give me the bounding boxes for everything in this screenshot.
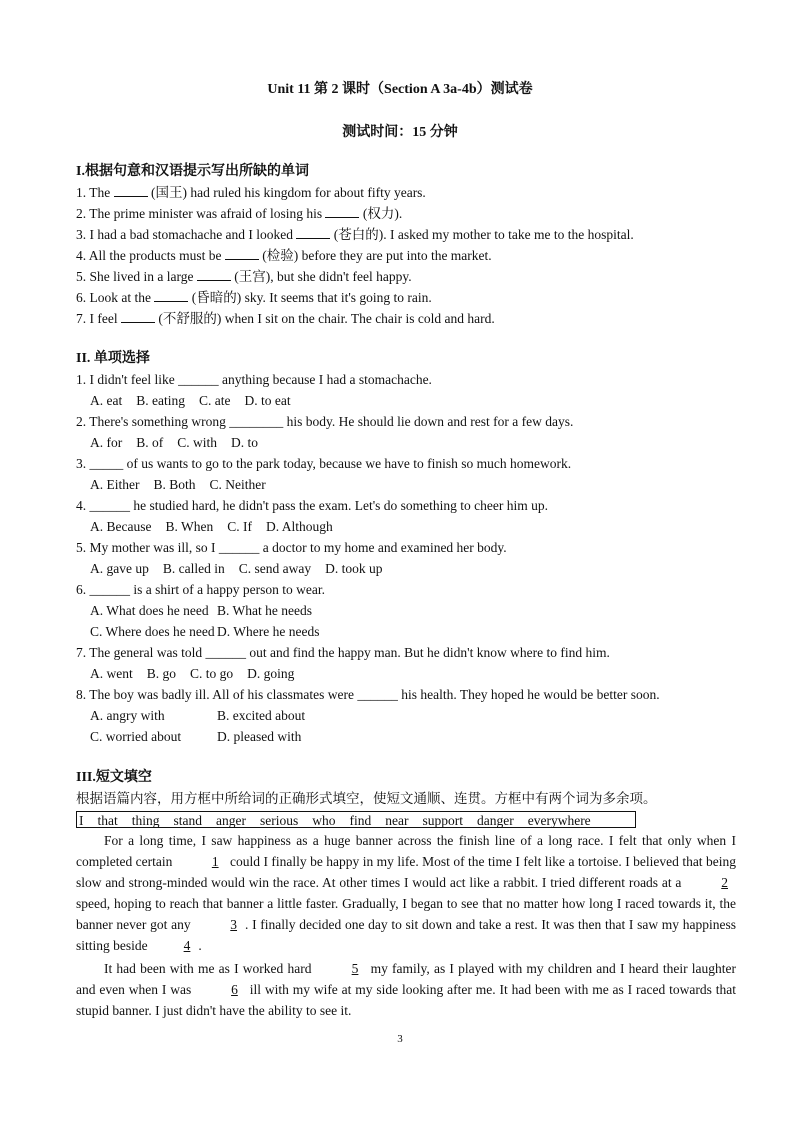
answer-option[interactable]: B. go <box>146 666 177 681</box>
answer-option[interactable]: A. angry with <box>90 708 165 723</box>
question-text: 4. All the products must be <box>76 248 225 263</box>
vocab-question <box>76 266 736 287</box>
answer-option[interactable]: C. to go <box>190 666 234 681</box>
blank-number: 4 <box>183 938 191 953</box>
vocab-question <box>76 203 736 224</box>
answer-option[interactable]: B. of <box>136 435 164 450</box>
passage-paragraph <box>76 958 736 1021</box>
answer-option[interactable]: D. took up <box>325 561 383 576</box>
answer-option[interactable]: D. to <box>231 435 259 450</box>
word-bank-item: anger <box>216 813 246 828</box>
question-stem: 1. I didn't feel like ______ anything because I had a stomachache. <box>76 372 432 387</box>
page-title: Unit 11 第 2 课时（Section A 3a-4b）测试卷 <box>267 82 533 97</box>
word-bank-item: who <box>312 813 336 828</box>
passage-text: It had been with me as I worked hard <box>104 961 316 976</box>
answer-option[interactable]: B. excited about <box>217 708 306 723</box>
vocab-question <box>76 224 736 245</box>
answer-blank[interactable] <box>121 308 155 323</box>
answer-option[interactable]: A. Either <box>90 477 140 492</box>
section-heading: I.根据句意和汉语提示写出所缺的单词 <box>76 164 309 179</box>
section-heading: III.短文填空 <box>76 770 152 785</box>
question-text: 7. I feel <box>76 311 121 326</box>
passage-text: . <box>198 938 202 953</box>
section-multiple-choice <box>76 348 736 747</box>
options-row <box>76 474 736 495</box>
question-stem: 8. The boy was badly ill. All of his classmates were ______ his health. They hoped he would be better soon. <box>76 687 660 702</box>
hint-text: (昏暗的) sky. It seems that it's going to rain. <box>188 290 432 305</box>
blank-number: 3 <box>230 917 238 932</box>
answer-option[interactable]: C. ate <box>198 393 231 408</box>
options-row <box>76 726 736 747</box>
question-text: 1. The <box>76 185 114 200</box>
vocab-question <box>76 245 736 266</box>
word-bank-item: danger <box>476 813 514 828</box>
answer-option[interactable]: B. What he needs <box>217 603 312 618</box>
answer-option[interactable]: C. with <box>177 435 218 450</box>
section-heading: II. 单项选择 <box>76 351 150 366</box>
vocab-question <box>76 308 736 329</box>
section-passage-fill <box>76 767 736 1021</box>
question-text: 6. Look at the <box>76 290 155 305</box>
answer-blank[interactable] <box>154 287 188 302</box>
options-row <box>76 558 736 579</box>
word-bank-item: stand <box>173 813 203 828</box>
question-stem: 4. ______ he studied hard, he didn't pass the exam. Let's do something to cheer him up. <box>76 498 549 513</box>
word-bank-item: everywhere <box>527 813 591 828</box>
passage-text: ill with my wife at my side looking after me. It had been with me as I raced towards that stupid banner. I just didn't have the ability to see it. <box>76 982 736 1018</box>
question-stem: 5. My mother was ill, so I ______ a doctor to my home and examined her body. <box>76 540 507 555</box>
word-bank-item: that <box>97 813 118 828</box>
word-bank-item: thing <box>131 813 160 828</box>
answer-option[interactable]: C. worried about <box>90 729 182 744</box>
options-row <box>76 705 736 726</box>
options-row <box>76 600 736 621</box>
answer-option[interactable]: A. Because <box>90 519 152 534</box>
options-row <box>76 516 736 537</box>
answer-option[interactable]: D. going <box>247 666 295 681</box>
page-number: 3 <box>397 1033 403 1045</box>
test-time: 测试时间：15 分钟 <box>342 125 458 140</box>
answer-option[interactable]: A. What does he need <box>90 603 209 618</box>
answer-option[interactable]: D. Where he needs <box>217 624 320 639</box>
answer-option[interactable]: D. pleased with <box>217 729 302 744</box>
vocab-question <box>76 182 736 203</box>
word-bank-box <box>76 811 636 828</box>
answer-option[interactable]: B. called in <box>162 561 225 576</box>
question-text: 5. She lived in a large <box>76 269 197 284</box>
answer-option[interactable]: C. Where does he need <box>90 624 215 639</box>
answer-option[interactable]: C. Neither <box>209 477 266 492</box>
answer-option[interactable]: D. to eat <box>244 393 291 408</box>
vocab-question <box>76 287 736 308</box>
answer-option[interactable]: A. for <box>90 435 123 450</box>
options-row <box>76 432 736 453</box>
options-row <box>76 621 736 642</box>
question-text: 3. I had a bad stomachache and I looked <box>76 227 297 242</box>
section-vocabulary <box>76 161 736 329</box>
options-row <box>76 663 736 684</box>
answer-option[interactable]: C. send away <box>238 561 312 576</box>
word-bank-item: I <box>79 813 84 828</box>
passage-text: my family, as I played with my children and I heard their laughter and even when I was <box>76 961 736 997</box>
hint-text: (权力). <box>359 206 403 221</box>
answer-option[interactable]: A. gave up <box>90 561 149 576</box>
question-stem: 3. _____ of us wants to go to the park today, because we have to finish so much homework. <box>76 456 572 471</box>
answer-option[interactable]: B. eating <box>136 393 185 408</box>
answer-blank[interactable] <box>197 266 231 281</box>
answer-option[interactable]: A. eat <box>90 393 123 408</box>
answer-option[interactable]: D. Although <box>265 519 333 534</box>
word-bank-item: near <box>385 813 409 828</box>
answer-option[interactable]: B. When <box>165 519 214 534</box>
passage-paragraph <box>76 830 736 956</box>
question-stem: 2. There's something wrong ________ his body. He should lie down and rest for a few days. <box>76 414 574 429</box>
answer-blank[interactable] <box>225 245 259 260</box>
word-bank-item: support <box>422 813 463 828</box>
hint-text: (国王) had ruled his kingdom for about fifty years. <box>147 185 426 200</box>
hint-text: (王宫), but she didn't feel happy. <box>230 269 412 284</box>
blank-number: 2 <box>721 875 728 890</box>
passage-text: speed, hoping to reach that banner a little faster. Gradually, I began to see that no matter how long I raced towards it, the banner never got any <box>76 896 736 932</box>
answer-option[interactable]: B. Both <box>153 477 196 492</box>
question-stem: 7. The general was told ______ out and find the happy man. But he didn't know where to find him. <box>76 645 610 660</box>
options-row <box>76 390 736 411</box>
passage-text: could I finally be happy in my life. Most of the time I felt like a tortoise. I believed that being slow and strong-minded would win the race. At other times I would act like a rabbit. I tried different roads at a <box>76 854 736 890</box>
blank-number: 1 <box>211 854 219 869</box>
word-bank-item: find <box>349 813 372 828</box>
answer-blank[interactable] <box>296 224 330 239</box>
passage-text: . I finally decided one day to sit down and take a rest. It was then that I saw my happiness sitting beside <box>76 917 737 953</box>
blank-number: 6 <box>231 982 238 997</box>
answer-option[interactable]: C. If <box>227 519 252 534</box>
instruction-text: 根据语篇内容，用方框中所给词的正确形式填空，使短文通顺、连贯。方框中有两个词为多余项。 <box>76 791 657 806</box>
passage-text: For a long time, I saw happiness as a huge banner across the finish line of a long race. I felt that only when I completed certain <box>76 833 736 869</box>
hint-text: (苍白的). I asked my mother to take me to the hospital. <box>330 227 634 242</box>
answer-blank[interactable] <box>114 182 148 197</box>
blank-number: 5 <box>351 961 359 976</box>
word-bank-item: serious <box>260 813 299 828</box>
question-stem: 6. ______ is a shirt of a happy person to wear. <box>76 582 325 597</box>
hint-text: (不舒服的) when I sit on the chair. The chair is cold and hard. <box>154 311 495 326</box>
answer-option[interactable]: A. went <box>90 666 133 681</box>
hint-text: (检验) before they are put into the market. <box>258 248 492 263</box>
question-text: 2. The prime minister was afraid of losing his <box>76 206 326 221</box>
answer-blank[interactable] <box>325 203 359 218</box>
